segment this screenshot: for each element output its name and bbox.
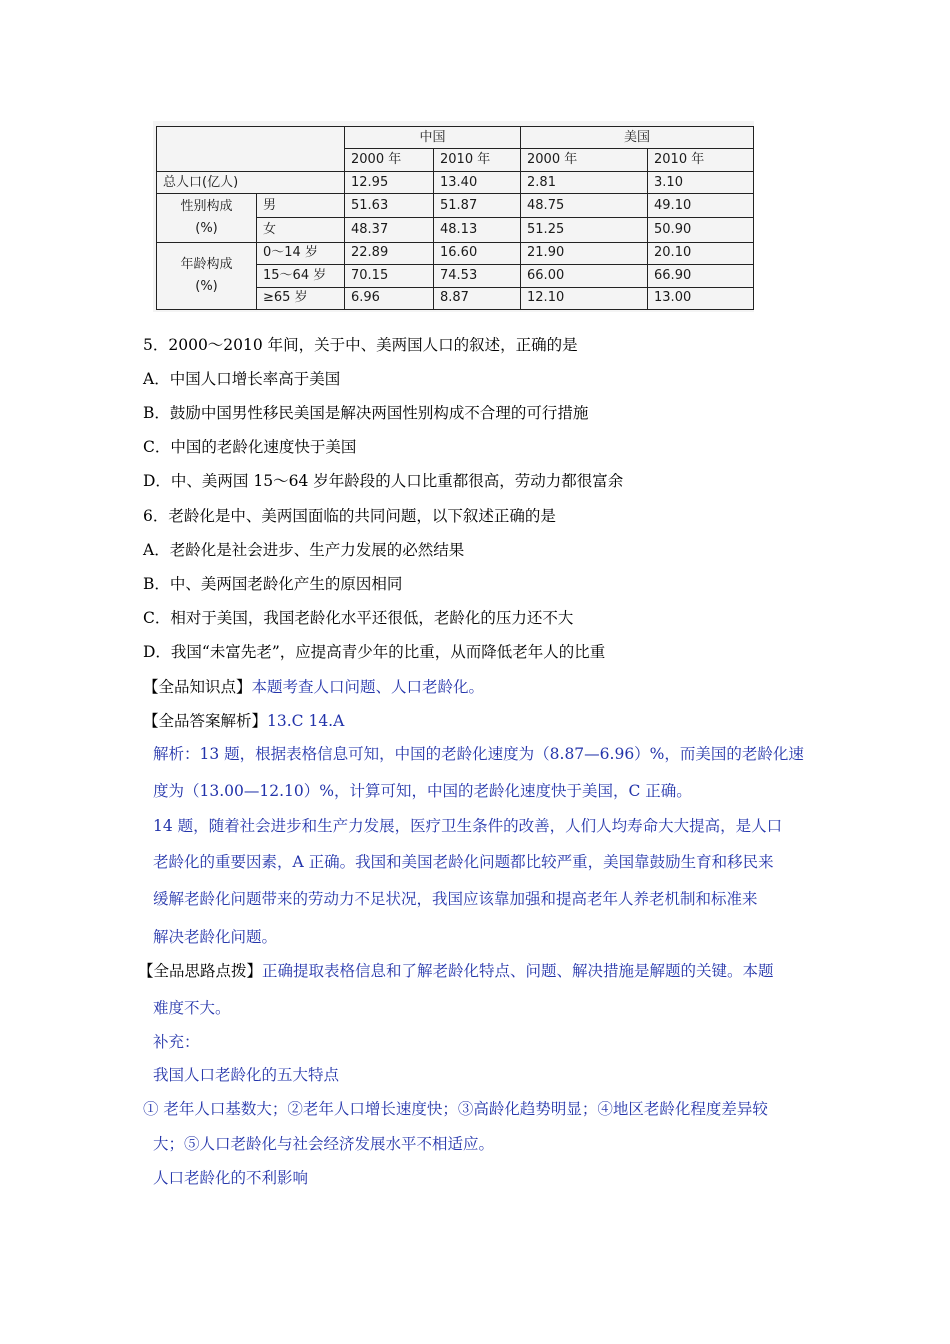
cell: 70.15 [345, 265, 434, 287]
question-5-option-a: A．中国人口增长率高于美国 [143, 370, 341, 388]
cell: 2.81 [521, 171, 648, 193]
tips-text: 正确提取表格信息和了解老龄化特点、问题、解决措施是解题的关键。本题 [262, 962, 774, 980]
answer-tag: 【全品答案解析】 [143, 712, 268, 730]
cell: 51.63 [345, 194, 434, 218]
cell: 48.75 [521, 194, 648, 218]
answer-line-3: 14 题，随着社会进步和生产力发展，医疗卫生条件的改善，人们人均寿命大大提高，是人口 [153, 817, 783, 835]
supplement-heading: 我国人口老龄化的五大特点 [153, 1066, 340, 1084]
table-row [157, 242, 754, 264]
cell: 8.87 [434, 287, 521, 310]
row-group-age [157, 242, 257, 309]
knowledge-point [143, 677, 484, 697]
row-label-age-15-64: 15～64 岁 [257, 265, 345, 287]
answer-line-5: 缓解老龄化问题带来的劳动力不足状况，我国应该靠加强和提高老年人养老机制和标准来 [153, 890, 758, 908]
header-usa-2000: 2000 年 [521, 149, 648, 171]
cell: 6.96 [345, 287, 434, 310]
table-corner [157, 127, 345, 172]
supplement-points-1: ① 老年人口基数大；②老年人口增长速度快；③高龄化趋势明显；④地区老龄化程度差异较 [143, 1100, 768, 1118]
answer-heading [143, 711, 344, 731]
cell: 16.60 [434, 242, 521, 264]
question-6-stem: 6．老龄化是中、美两国面临的共同问题，以下叙述正确的是 [143, 507, 556, 525]
question-6-option-b: B．中、美两国老龄化产生的原因相同 [143, 575, 403, 593]
cell: 50.90 [648, 218, 754, 242]
table-row [157, 171, 754, 193]
table-row [157, 194, 754, 218]
header-china-2010: 2010 年 [434, 149, 521, 171]
cell: 22.89 [345, 242, 434, 264]
supplement-label: 补充： [153, 1033, 200, 1051]
header-usa: 美国 [521, 127, 754, 149]
answer-line-2: 度为（13.00—12.10）%，计算可知，中国的老龄化速度快于美国，C 正确。 [153, 782, 692, 800]
header-china-2000: 2000 年 [345, 149, 434, 171]
cell: 49.10 [648, 194, 754, 218]
cell: 66.90 [648, 265, 754, 287]
question-5-option-d: D．中、美两国 15～64 岁年龄段的人口比重都很高，劳动力都很富余 [143, 472, 624, 490]
tips-line-2: 难度不大。 [153, 999, 231, 1017]
cell: 66.00 [521, 265, 648, 287]
cell: 12.10 [521, 287, 648, 310]
question-6-option-d: D．我国“未富先老”，应提高青少年的比重，从而降低老年人的比重 [143, 643, 606, 661]
knowledge-tag: 【全品知识点】 [143, 678, 252, 696]
cell: 48.37 [345, 218, 434, 242]
cell: 74.53 [434, 265, 521, 287]
answer-line-4: 老龄化的重要因素，A 正确。我国和美国老龄化问题都比较严重，美国靠鼓励生育和移民来 [153, 853, 774, 871]
cell: 13.00 [648, 287, 754, 310]
cell: 12.95 [345, 171, 434, 193]
cell: 3.10 [648, 171, 754, 193]
cell: 48.13 [434, 218, 521, 242]
sex-label: 性别构成 [180, 198, 233, 214]
header-china: 中国 [345, 127, 521, 149]
age-unit: (%) [195, 278, 218, 294]
question-6-option-a: A．老龄化是社会进步、生产力发展的必然结果 [143, 541, 465, 559]
row-label-male: 男 [257, 194, 345, 218]
question-5-option-c: C．中国的老龄化速度快于美国 [143, 438, 357, 456]
header-usa-2010: 2010 年 [648, 149, 754, 171]
row-label-total: 总人口(亿人) [157, 171, 345, 193]
cell: 21.90 [521, 242, 648, 264]
row-group-sex [157, 194, 257, 242]
question-6-option-c: C．相对于美国，我国老龄化水平还很低，老龄化的压力还不大 [143, 609, 574, 627]
knowledge-text: 本题考查人口问题、人口老龄化。 [251, 678, 485, 696]
cell: 51.87 [434, 194, 521, 218]
supplement-heading-2: 人口老龄化的不利影响 [153, 1169, 309, 1187]
row-label-age-65: ≥65 岁 [257, 287, 345, 310]
tips-heading [138, 961, 774, 981]
answer-line-6: 解决老龄化问题。 [153, 928, 278, 946]
tips-tag: 【全品思路点拨】 [138, 962, 263, 980]
supplement-points-2: 大；⑤人口老龄化与社会经济发展水平不相适应。 [153, 1135, 495, 1153]
cell: 51.25 [521, 218, 648, 242]
question-5-stem: 5．2000～2010 年间，关于中、美两国人口的叙述，正确的是 [143, 336, 578, 354]
sex-unit: (%) [195, 220, 218, 236]
answer-line-1: 解析：13 题，根据表格信息可知，中国的老龄化速度为（8.87—6.96）%，而美国的老龄化速 [153, 745, 804, 763]
cell: 20.10 [648, 242, 754, 264]
row-label-age-0-14: 0～14 岁 [257, 242, 345, 264]
answer-text: 13.C 14.A [267, 712, 345, 730]
age-label: 年龄构成 [180, 256, 233, 272]
population-table [156, 126, 754, 310]
question-5-option-b: B．鼓励中国男性移民美国是解决两国性别构成不合理的可行措施 [143, 404, 589, 422]
cell: 13.40 [434, 171, 521, 193]
row-label-female: 女 [257, 218, 345, 242]
